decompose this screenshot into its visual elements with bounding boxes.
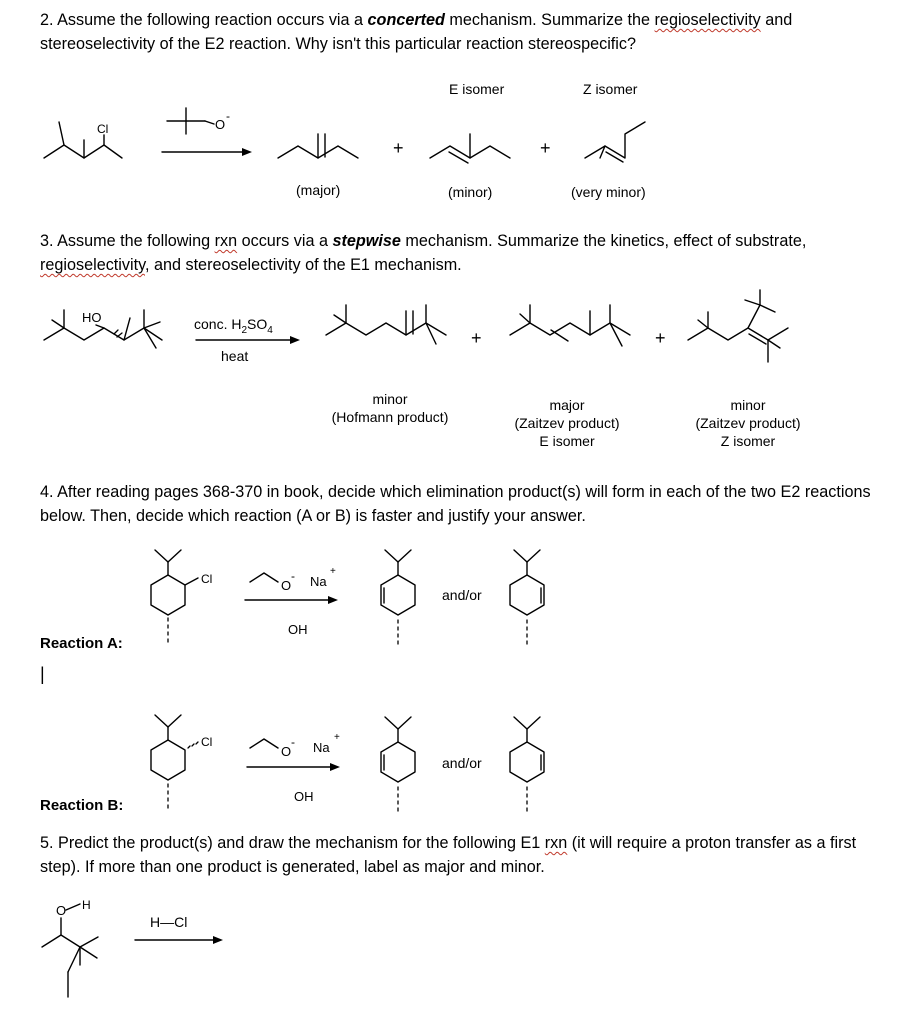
q3-product-zaitsev-z	[688, 290, 788, 362]
reagent-hcl: H—Cl	[150, 914, 188, 930]
chlorine-atom: Cl	[201, 735, 213, 749]
negative-charge: -	[291, 569, 295, 583]
solvent-ethanol: OH	[294, 789, 314, 804]
e-isomer-header: E isomer	[449, 81, 505, 97]
reagent-acid-part: conc. H	[194, 316, 242, 332]
question-3-number: 3.	[40, 232, 54, 250]
q3-label-1-line-2: (Hofmann product)	[331, 409, 449, 425]
sodium-ion: Na	[313, 740, 330, 755]
oxygen-atom: O	[281, 744, 292, 759]
reagent-heat: heat	[221, 348, 249, 364]
q5-substrate-alcohol	[42, 898, 98, 997]
q2-base-tert-butoxide	[167, 108, 230, 134]
question-2-number: 2.	[40, 11, 54, 29]
question-2-text-a: Assume the following reaction occurs via a	[57, 11, 364, 29]
z-isomer-header: Z isomer	[583, 81, 638, 97]
sodium-ion: Na	[310, 574, 327, 589]
q2-reaction-arrow	[162, 148, 252, 156]
question-5-text-a: Predict the product(s) and draw the mechanism for the following E1	[58, 834, 541, 852]
oxygen-atom: O	[56, 903, 67, 918]
question-2-text-b: mechanism. Summarize the	[449, 11, 651, 29]
q3-label-2-line-1: major	[549, 397, 585, 413]
q3-label-1-line-1: minor	[372, 391, 408, 407]
reagent-acid-part: SO	[247, 316, 268, 332]
plus-sign: +	[540, 138, 551, 158]
q4a-substrate	[151, 550, 212, 642]
product-label-very-minor: (very minor)	[571, 184, 646, 200]
oxygen-atom: O	[281, 578, 292, 593]
question-2-text-c: and stereoselectivity of the E2 reaction. Why isn't this particular reaction stereospecific?	[40, 11, 793, 53]
q2-product-e-alkene	[430, 134, 510, 163]
question-5-text-b: (it will require a proton transfer as a first step). If more than one product is generated, label as major and minor.	[40, 834, 857, 876]
reaction-b-label: Reaction B:	[40, 797, 124, 814]
q4b-product-2	[510, 717, 544, 811]
chlorine-atom: Cl	[97, 122, 109, 136]
positive-charge: +	[334, 732, 340, 743]
text-cursor[interactable]: |	[40, 664, 45, 684]
spellcheck-word: rxn	[214, 232, 238, 250]
negative-charge: -	[226, 109, 230, 123]
q3-label-3-line-2: (Zaitzev product)	[695, 415, 801, 431]
negative-charge: -	[291, 735, 295, 749]
question-2-emphasis: concerted	[367, 11, 445, 29]
oxygen-atom: O	[215, 117, 226, 132]
solvent-ethanol: OH	[288, 622, 308, 637]
plus-sign: +	[655, 328, 666, 348]
question-3-text-c: mechanism. Summarize the kinetics, effect of substrate,	[405, 232, 807, 250]
q3-label-2-line-2: (Zaitzev product)	[514, 415, 620, 431]
chlorine-atom: Cl	[201, 572, 213, 586]
q2-product-terminal-alkene	[278, 134, 358, 158]
spellcheck-word: regioselectivity	[654, 11, 761, 29]
plus-sign: +	[393, 138, 404, 158]
question-3-text-b: occurs via a	[241, 232, 328, 250]
reaction-a-label: Reaction A:	[40, 635, 123, 652]
q5-reaction-arrow	[135, 936, 223, 944]
plus-sign: +	[471, 328, 482, 348]
q4a-product-1	[381, 550, 415, 644]
question-4-number: 4.	[40, 483, 54, 501]
q4a-base-ethoxide	[250, 566, 336, 593]
q2-substrate	[44, 122, 122, 158]
q3-label-2-line-3: E isomer	[539, 433, 595, 449]
q3-product-zaitsev-e	[510, 305, 630, 346]
q4b-substrate	[151, 715, 212, 808]
q4a-product-2	[510, 550, 544, 644]
q4b-base-ethoxide	[250, 732, 340, 759]
hydrogen-atom: H	[82, 898, 91, 912]
q3-label-3-line-3: Z isomer	[720, 433, 776, 449]
hydroxyl-group: HO	[82, 310, 102, 325]
question-4-body: After reading pages 368-370 in book, decide which elimination product(s) will form in each of the two E2 reactions below. Then, decide which reaction (A or B) is faster and justify your answer.	[40, 483, 871, 525]
q3-product-hofmann	[326, 305, 446, 344]
spellcheck-word: rxn	[544, 834, 568, 852]
question-5-number: 5.	[40, 834, 54, 852]
q4b-product-1	[381, 717, 415, 811]
q3-label-3-line-1: minor	[730, 397, 766, 413]
question-3-emphasis: stepwise	[332, 232, 401, 250]
question-3-text-a: Assume the following	[57, 232, 211, 250]
reagent-acid-sub: 4	[267, 324, 273, 336]
q3-reaction-arrow	[196, 336, 300, 344]
product-label-major: (major)	[296, 182, 341, 198]
and-or-b: and/or	[442, 755, 482, 771]
positive-charge: +	[330, 566, 336, 577]
and-or-a: and/or	[442, 587, 482, 603]
reagent-acid-sub: 2	[241, 324, 248, 336]
question-3-text-d: , and stereoselectivity of the E1 mechanism.	[144, 256, 462, 274]
q2-product-z-alkene	[585, 122, 645, 162]
q3-substrate-alcohol	[44, 310, 162, 348]
q4a-reaction-arrow	[245, 596, 338, 604]
spellcheck-word: regioselectivity	[40, 256, 145, 274]
q4b-reaction-arrow	[247, 763, 340, 771]
product-label-minor: (minor)	[448, 184, 493, 200]
